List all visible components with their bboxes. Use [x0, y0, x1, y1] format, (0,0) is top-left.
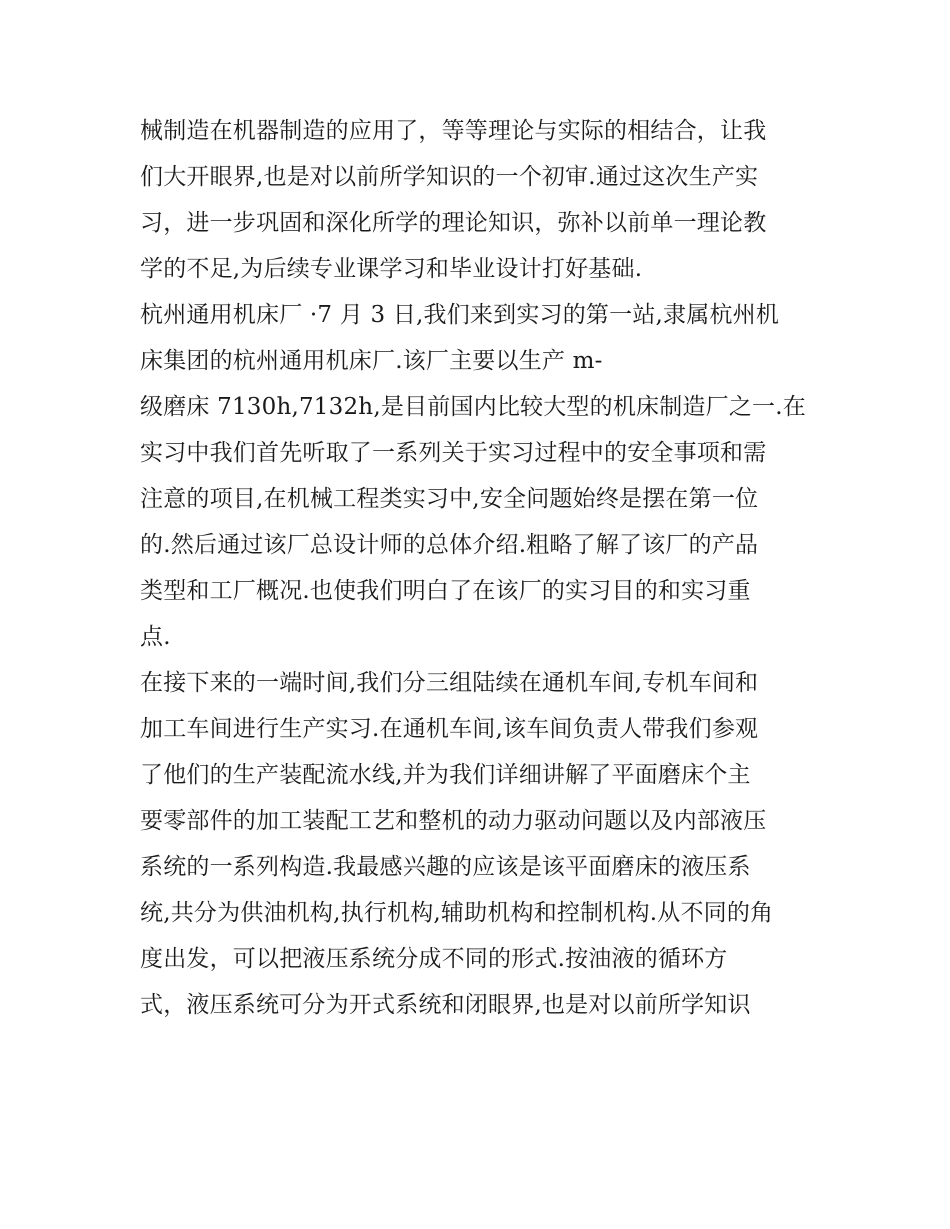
text-line: 级磨床 7130h,7132h,是目前国内比较大型的机床制造厂之一.在	[140, 394, 806, 420]
text-line: 要零部件的加工装配工艺和整机的动力驱动问题以及内部液压	[140, 808, 767, 834]
text-line: 学的不足,为后续专业课学习和毕业设计打好基础.	[140, 256, 643, 282]
text-line: 注意的项目,在机械工程类实习中,安全问题始终是摆在第一位	[140, 486, 759, 512]
body-text	[140, 108, 820, 1028]
text-line: 械制造在机器制造的应用了，等等理论与实际的相结合，让我	[140, 118, 767, 144]
text-line: 床集团的杭州通用机床厂.该厂主要以生产 m-	[140, 348, 603, 374]
text-line: 式，液压系统可分为开式系统和闭眼界,也是对以前所学知识	[140, 992, 751, 1018]
text-line: 实习中我们首先听取了一系列关于实习过程中的安全事项和需	[140, 440, 767, 466]
text-line: 统,共分为供油机构,执行机构,辅助机构和控制机构.从不同的角	[140, 900, 774, 926]
text-line: 的.然后通过该厂总设计师的总体介绍.粗略了解了该厂的产品	[140, 532, 759, 558]
text-line: 点.	[140, 624, 171, 650]
text-line: 了他们的生产装配流水线,并为我们详细讲解了平面磨床个主	[140, 762, 751, 788]
text-line: 杭州通用机床厂 ·7 月 3 日,我们来到实习的第一站,隶属杭州机	[140, 302, 780, 328]
text-line: 在接下来的一端时间,我们分三组陆续在通机车间,专机车间和	[140, 670, 759, 696]
text-line: 加工车间进行生产实习.在通机车间,该车间负责人带我们参观	[140, 716, 759, 742]
text-line: 度出发，可以把液压系统分成不同的形式.按油液的循环方	[140, 946, 728, 972]
text-line: 习，进一步巩固和深化所学的理论知识，弥补以前单一理论教	[140, 210, 767, 236]
text-line: 们大开眼界,也是对以前所学知识的一个初审.通过这次生产实	[140, 164, 759, 190]
text-line: 类型和工厂概况.也使我们明白了在该厂的实习目的和实习重	[140, 578, 751, 604]
text-line: 系统的一系列构造.我最感兴趣的应该是该平面磨床的液压系	[140, 854, 751, 880]
